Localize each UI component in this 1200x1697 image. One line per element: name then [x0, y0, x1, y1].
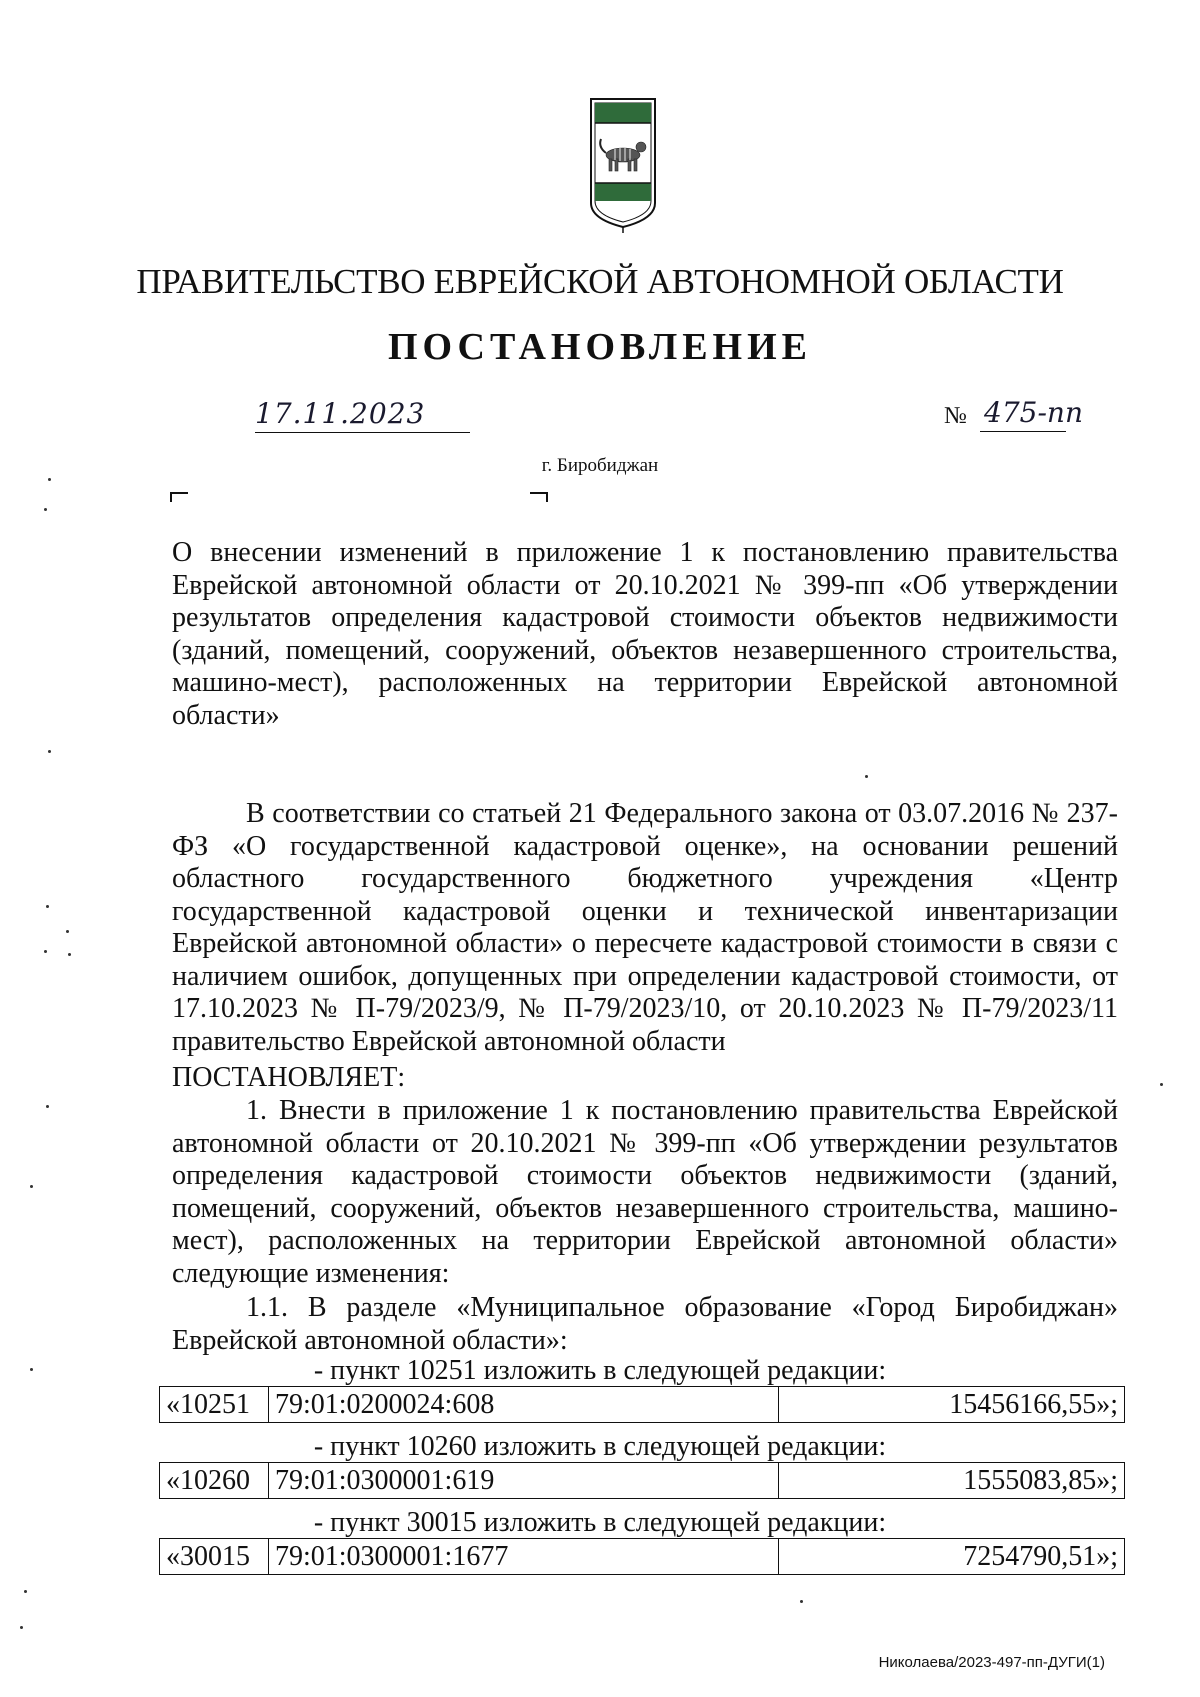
scan-speck	[48, 750, 51, 753]
scan-speck	[1160, 1083, 1163, 1086]
item-1-paragraph: 1. Внести в приложение 1 к постановлению правительства Еврейской автономной области от 20.10.2021 № 399-пп «Об утверждении результатов определения кадастровой стоимости объектов недвижимости (зданий, помещений, сооружений, объектов незавершенного строительства, машино-мест), расположенных на территории Еврейской автономной области» следующие изменения:	[172, 1095, 1118, 1289]
scan-speck	[30, 1368, 33, 1371]
scan-speck	[800, 1600, 803, 1603]
table-row	[160, 1539, 1125, 1575]
item-number-cell: «10251	[160, 1387, 269, 1423]
scan-speck	[865, 775, 868, 778]
scan-speck	[30, 1185, 33, 1188]
corner-mark-left	[170, 492, 188, 502]
scan-speck	[24, 1590, 27, 1593]
handwritten-date: 17.11.2023	[255, 397, 426, 430]
corner-mark-right	[530, 492, 548, 502]
scan-speck	[66, 930, 69, 933]
city: г. Биробиджан	[541, 455, 659, 476]
amendment-instruction: - пункт 30015 изложить в следующей редакции:	[313, 1507, 887, 1538]
government-title: ПРАВИТЕЛЬСТВО ЕВРЕЙСКОЙ АВТОНОМНОЙ ОБЛАСТИ	[136, 262, 1064, 301]
cadastral-number-cell: 79:01:0300001:1677	[269, 1539, 779, 1575]
cadastral-value-cell: 7254790,51»;	[779, 1539, 1125, 1575]
scan-speck	[46, 1105, 49, 1108]
preamble-paragraph: В соответствии со статьей 21 Федерального закона от 03.07.2016 № 237-ФЗ «О государственной кадастровой оценке», на основании решений областного государственного бюджетного учреждения «Центр государственной кадастровой оценки и технической инвентаризации Еврейской автономной области» о пересчете кадастровой стоимости в связи с наличием ошибок, допущенных при определении кадастровой стоимости, от 17.10.2023 № П-79/2023/9, № П-79/2023/10, от 20.10.2023 № П-79/2023/11 правительство Еврейской автономной области	[172, 798, 1118, 1057]
item-number-cell: «10260	[160, 1463, 269, 1499]
table-row	[160, 1463, 1125, 1499]
scan-speck	[44, 508, 47, 511]
number-sign: №	[944, 403, 967, 429]
handwritten-number: 475-пп	[984, 396, 1083, 429]
scan-speck	[46, 905, 49, 908]
scan-speck	[68, 953, 71, 956]
amendment-instruction: - пункт 10251 изложить в следующей редакции:	[313, 1355, 887, 1386]
document-type: ПОСТАНОВЛЕНИЕ	[387, 326, 813, 368]
item-1-1-paragraph: 1.1. В разделе «Муниципальное образование «Город Биробиджан» Еврейской автономной области»:	[172, 1292, 1118, 1356]
cadastral-value-cell: 15456166,55»;	[779, 1387, 1125, 1423]
amendment-table	[159, 1462, 1125, 1499]
table-row	[160, 1387, 1125, 1423]
amendment-instruction: - пункт 10260 изложить в следующей редакции:	[313, 1431, 887, 1462]
resolves-heading: ПОСТАНОВЛЯЕТ:	[172, 1062, 406, 1093]
date-field	[255, 392, 470, 433]
amendment-table	[159, 1386, 1125, 1423]
footer-reference: Николаева/2023-497-пп-ДУГИ(1)	[878, 1654, 1105, 1671]
scan-speck	[20, 1626, 23, 1629]
scan-speck	[48, 478, 51, 481]
amendment-table	[159, 1538, 1125, 1575]
coat-of-arms-icon	[588, 95, 658, 235]
cadastral-value-cell: 1555083,85»;	[779, 1463, 1125, 1499]
cadastral-number-cell: 79:01:0200024:608	[269, 1387, 779, 1423]
cadastral-number-cell: 79:01:0300001:619	[269, 1463, 779, 1499]
document-subject: О внесении изменений в приложение 1 к постановлению правительства Еврейской автономной области от 20.10.2021 № 399-пп «Об утверждении результатов определения кадастровой стоимости объектов недвижимости (зданий, помещений, сооружений, объектов незавершенного строительства, машино-мест), расположенных на территории Еврейской автономной области»	[172, 537, 1118, 731]
scan-speck	[44, 950, 47, 953]
item-number-cell: «30015	[160, 1539, 269, 1575]
